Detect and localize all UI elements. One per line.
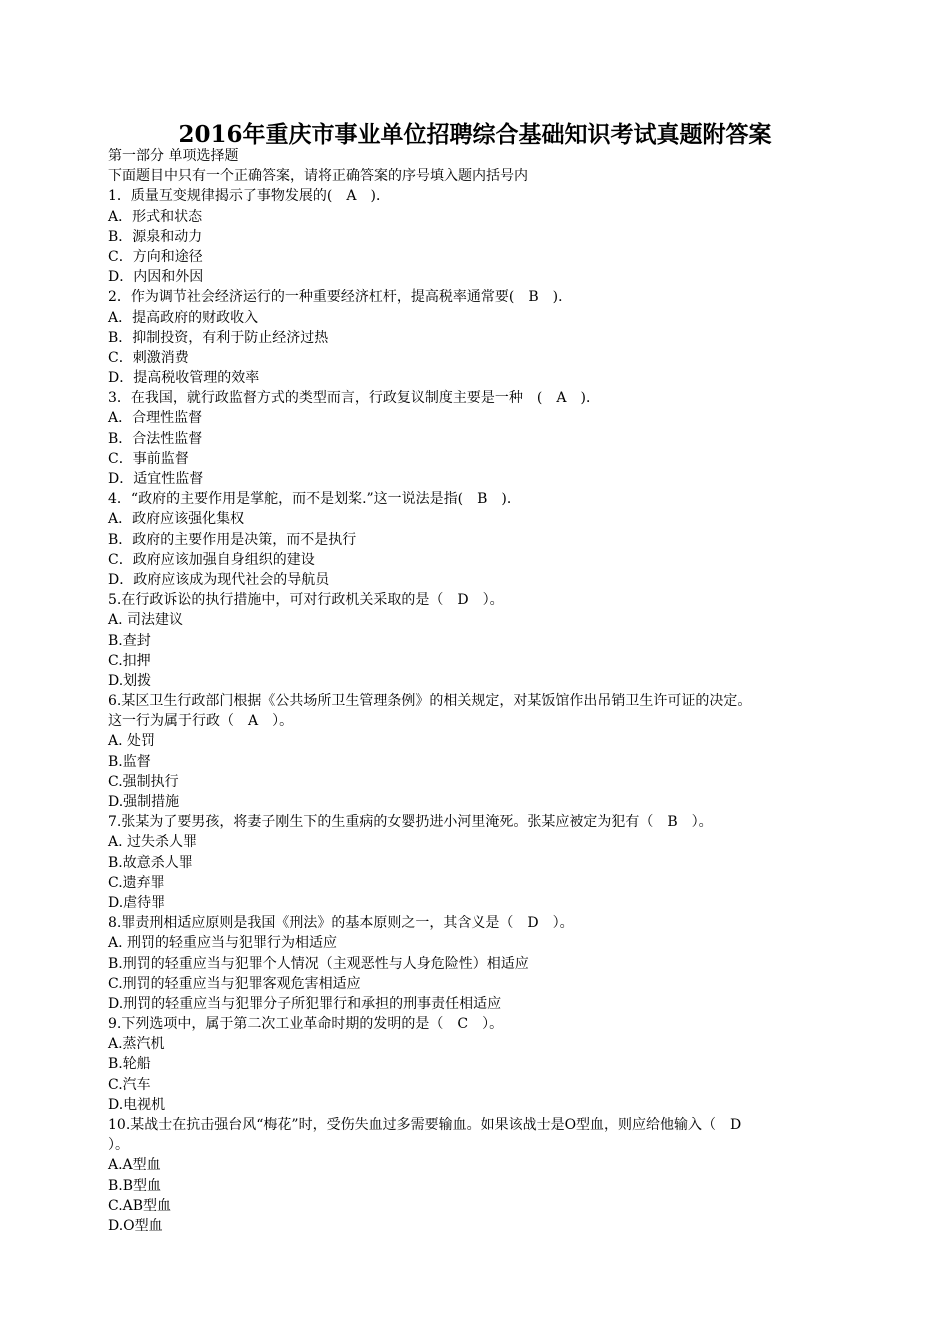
- text-line: A. 刑罚的轻重应当与犯罪行为相适应: [108, 935, 338, 952]
- text-line: B．抑制投资，有利于防止经济过热: [108, 329, 329, 346]
- text-line: 9.下列选项中，属于第二次工业革命时期的发明的是（ C ）。: [108, 1016, 504, 1033]
- text-line: A. 处罚: [108, 733, 156, 750]
- text-line: 第一部分 单项选择题: [108, 148, 239, 164]
- text-line: B．政府的主要作用是决策，而不是执行: [108, 531, 357, 548]
- text-line: D.O型血: [108, 1217, 163, 1234]
- text-line: A．提高政府的财政收入: [108, 309, 259, 326]
- text-line: C.AB型血: [108, 1197, 172, 1214]
- text-line: 4．“政府的主要作用是掌舵，而不是划桨.”这一说法是指( B )．: [108, 491, 521, 508]
- text-line: B.查封: [108, 632, 151, 649]
- text-line: C.刑罚的轻重应当与犯罪客观危害相适应: [108, 975, 361, 992]
- text-line: 1．质量互变规律揭示了事物发展的( A )．: [108, 188, 390, 205]
- text-line: D.电视机: [108, 1096, 166, 1113]
- text-line: C.强制执行: [108, 773, 179, 790]
- text-line: 3．在我国，就行政监督方式的类型而言，行政复议制度主要是一种 ( A )．: [108, 390, 600, 407]
- text-line: D.划拨: [108, 672, 152, 689]
- text-line: A.蒸汽机: [108, 1036, 165, 1053]
- text-line: 6.某区卫生行政部门根据《公共场所卫生管理条例》的相关规定，对某饭馆作出吊销卫生许可证的决定。: [108, 693, 752, 710]
- text-line: D．内因和外因: [108, 269, 204, 286]
- text-line: 这一行为属于行政（ A ）。: [108, 713, 294, 730]
- text-line: A.A型血: [108, 1157, 161, 1174]
- text-line: B.刑罚的轻重应当与犯罪个人情况（主观恶性与人身危险性）相适应: [108, 955, 529, 972]
- text-line: A．形式和状态: [108, 208, 203, 225]
- text-line: D.强制措施: [108, 794, 180, 810]
- text-line: D.虐待罪: [108, 894, 166, 911]
- text-line: B.故意杀人罪: [108, 854, 193, 871]
- text-line: D.刑罚的轻重应当与犯罪分子所犯罪行和承担的刑事责任相适应: [108, 995, 502, 1012]
- text-line: 10.某战士在抗击强台风“梅花”时，受伤失血过多需要输血。如果该战士是O型血，则应给他输入（ D: [108, 1117, 742, 1133]
- text-line: A. 司法建议: [108, 612, 184, 629]
- document-body: [108, 146, 858, 1236]
- text-line: 下面题目中只有一个正确答案，请将正确答案的序号填入题内括号内: [108, 168, 528, 185]
- text-line: A．合理性监督: [108, 410, 203, 427]
- text-line: 7.张某为了要男孩，将妻子刚生下的生重病的女婴扔进小河里淹死。张某应被定为犯有（ B ）。: [108, 814, 713, 831]
- text-line: B.轮船: [108, 1056, 151, 1073]
- text-line: C．刺激消费: [108, 349, 189, 366]
- text-line: D．提高税收管理的效率: [108, 370, 260, 387]
- text-line: 5.在行政诉讼的执行措施中，可对行政机关采取的是（ D ）。: [108, 592, 504, 609]
- text-line: 8.罪责刑相适应原则是我国《刑法》的基本原则之一，其含义是（ D ）。: [108, 915, 574, 932]
- text-line: D．政府应该成为现代社会的导航员: [108, 571, 330, 588]
- text-line: ）。: [108, 1137, 129, 1154]
- text-line: C．事前监督: [108, 450, 189, 467]
- text-line: C.扣押: [108, 652, 151, 669]
- text-line: D．适宜性监督: [108, 471, 204, 487]
- text-line: C.遗弃罪: [108, 874, 165, 891]
- text-line: A．政府应该强化集权: [108, 511, 245, 528]
- text-line: C.汽车: [108, 1076, 151, 1093]
- text-line: B．源泉和动力: [108, 228, 203, 245]
- text-line: A. 过失杀人罪: [108, 834, 198, 851]
- text-line: B.B型血: [108, 1177, 162, 1194]
- document-title: 2016年重庆市事业单位招聘综合基础知识考试真题附答案: [178, 121, 772, 148]
- text-line: C．方向和途径: [108, 248, 203, 265]
- text-line: B.监督: [108, 753, 151, 770]
- text-line: 2．作为调节社会经济运行的一种重要经济杠杆，提高税率通常要( B )．: [108, 289, 573, 306]
- text-line: B．合法性监督: [108, 430, 203, 447]
- text-line: C．政府应该加强自身组织的建设: [108, 551, 315, 568]
